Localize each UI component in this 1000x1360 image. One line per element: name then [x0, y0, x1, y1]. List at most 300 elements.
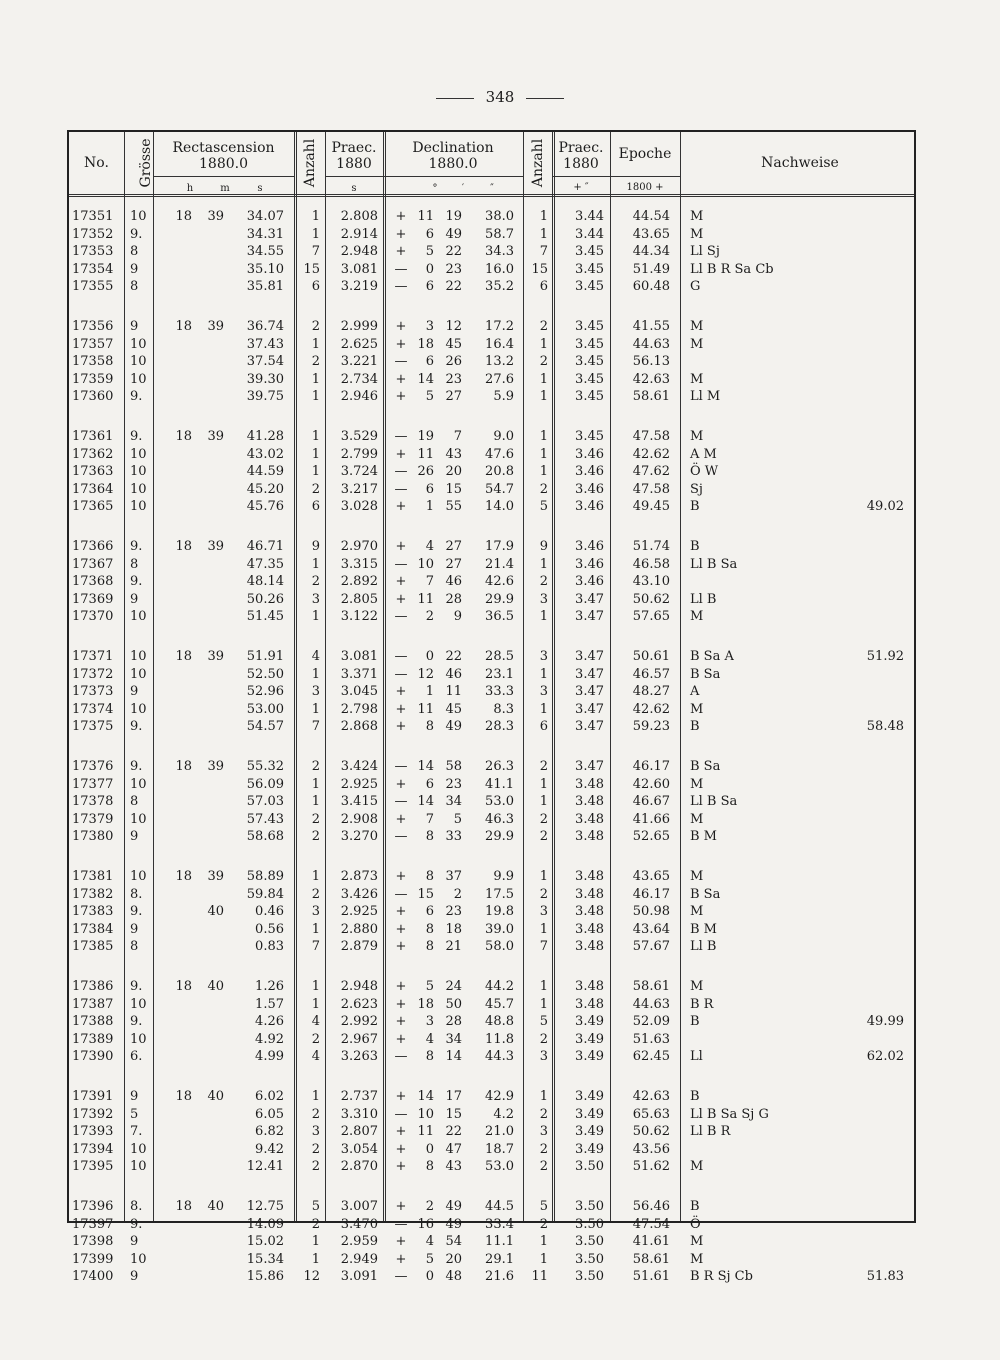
- header-ra-epoch: 1880.0: [199, 156, 248, 172]
- table-row: [0, 1013, 1000, 1031]
- cell-groesse: 8: [130, 279, 139, 295]
- cell-dec-sign: —: [394, 886, 408, 902]
- cell-anzahl1: 4: [311, 1014, 320, 1030]
- cell-praec2: 3.50: [575, 1199, 604, 1214]
- cell-dec-deg: 6: [425, 481, 434, 497]
- cell-dec-sign: +: [395, 1124, 407, 1140]
- cell-dec-sec: 53.0: [485, 794, 514, 810]
- cell-dec-min: 15: [445, 481, 462, 497]
- cell-dec-sign: —: [394, 429, 408, 444]
- table-row: [0, 591, 1000, 609]
- table-row: [0, 758, 1000, 776]
- cell-no: 17374: [72, 701, 114, 717]
- cell-ra-s: 34.31: [246, 226, 284, 242]
- cell-anzahl2: 1: [539, 446, 548, 462]
- header-ra-title: Rectascension: [172, 140, 275, 156]
- praec1-sub-rule: [325, 176, 383, 177]
- cell-anzahl2: 1: [539, 226, 548, 242]
- cell-praec1: 2.908: [340, 811, 378, 827]
- header-dec-deg: °: [432, 183, 438, 194]
- cell-dec-min: 22: [445, 279, 462, 295]
- cell-praec2: 3.49: [575, 1124, 604, 1140]
- cell-dec-sec: 33.4: [485, 1216, 514, 1232]
- cell-dec-min: 24: [445, 979, 462, 994]
- cell-groesse: 10: [130, 649, 147, 664]
- cell-no: 17365: [72, 499, 114, 515]
- cell-dec-sign: +: [395, 319, 407, 334]
- cell-dec-min: 50: [445, 996, 462, 1012]
- cell-ra-h: 18: [175, 1089, 192, 1104]
- table-row: [0, 666, 1000, 684]
- cell-praec2: 3.50: [575, 1159, 604, 1175]
- cell-praec2: 3.49: [575, 1014, 604, 1030]
- cell-anzahl1: 2: [311, 1216, 320, 1232]
- cell-anzahl1: 1: [311, 389, 320, 405]
- cell-anzahl2: 1: [539, 996, 548, 1012]
- cell-dec-deg: 7: [425, 811, 434, 827]
- cell-dec-sign: +: [395, 371, 407, 387]
- cell-no: 17361: [72, 429, 114, 444]
- cell-anzahl1: 1: [311, 209, 320, 224]
- cell-no: 17395: [72, 1159, 114, 1175]
- cell-ra-s: 59.84: [246, 886, 284, 902]
- cell-dec-deg: 18: [417, 336, 434, 352]
- cell-anzahl2: 6: [539, 719, 548, 735]
- cell-praec1: 3.371: [340, 666, 378, 682]
- cell-anzahl1: 2: [311, 319, 320, 334]
- cell-praec1: 2.868: [340, 719, 378, 735]
- cell-anzahl2: 7: [539, 939, 548, 955]
- cell-groesse: 9: [130, 684, 139, 700]
- cell-extra: 58.48: [866, 719, 904, 735]
- cell-dec-deg: 6: [425, 354, 434, 370]
- header-epoche-unit: 1800 +: [626, 182, 664, 193]
- cell-dec-sec: 17.2: [485, 319, 514, 334]
- cell-praec1: 2.946: [340, 389, 378, 405]
- header-praec1-epoch: 1880: [336, 156, 372, 172]
- header-ra-h: h: [186, 183, 194, 194]
- cell-praec1: 3.529: [340, 429, 378, 444]
- table-row: [0, 921, 1000, 939]
- cell-dec-sec: 39.0: [485, 921, 514, 937]
- cell-praec2: 3.47: [575, 701, 604, 717]
- cell-no: 17355: [72, 279, 114, 295]
- cell-groesse: 10: [130, 701, 147, 717]
- cell-dec-min: 27: [445, 556, 462, 572]
- cell-dec-deg: 4: [425, 539, 434, 554]
- cell-praec1: 2.879: [340, 939, 378, 955]
- cell-dec-deg: 26: [417, 464, 434, 480]
- cell-praec2: 3.45: [575, 371, 604, 387]
- cell-epoche: 50.98: [632, 904, 670, 920]
- cell-epoche: 43.65: [632, 226, 670, 242]
- cell-epoche: 43.65: [632, 869, 670, 884]
- cell-groesse: 9.: [130, 979, 143, 994]
- cell-dec-deg: 5: [425, 979, 434, 994]
- cell-dec-deg: 4: [425, 1031, 434, 1047]
- cell-nachweise: B Sa: [690, 759, 721, 774]
- cell-no: 17362: [72, 446, 114, 462]
- cell-groesse: 10: [130, 666, 147, 682]
- cell-epoche: 58.61: [632, 389, 670, 405]
- cell-no: 17392: [72, 1106, 114, 1122]
- table-row: [0, 428, 1000, 446]
- cell-no: 17386: [72, 979, 114, 994]
- cell-anzahl1: 7: [311, 244, 320, 260]
- cell-anzahl1: 7: [311, 719, 320, 735]
- cell-praec1: 3.424: [340, 759, 378, 774]
- cell-dec-deg: 0: [425, 649, 434, 664]
- cell-dec-min: 22: [445, 244, 462, 260]
- cell-dec-sign: —: [394, 794, 408, 810]
- cell-epoche: 50.61: [632, 649, 670, 664]
- cell-praec2: 3.46: [575, 481, 604, 497]
- cell-dec-sign: —: [394, 279, 408, 295]
- cell-praec1: 3.054: [340, 1141, 378, 1157]
- cell-epoche: 50.62: [632, 1124, 670, 1140]
- cell-ra-m: 39: [207, 539, 224, 554]
- cell-nachweise: M: [690, 811, 704, 827]
- cell-dec-min: 28: [445, 1014, 462, 1030]
- table-row: [0, 683, 1000, 701]
- cell-anzahl1: 2: [311, 886, 320, 902]
- cell-anzahl2: 1: [539, 429, 548, 444]
- cell-nachweise: M: [690, 1234, 704, 1250]
- cell-ra-s: 39.30: [246, 371, 284, 387]
- cell-epoche: 42.62: [632, 701, 670, 717]
- cell-no: 17389: [72, 1031, 114, 1047]
- cell-dec-deg: 6: [425, 776, 434, 792]
- cell-groesse: 9: [130, 1234, 139, 1250]
- cell-anzahl1: 2: [311, 1141, 320, 1157]
- cell-dec-sign: —: [394, 609, 408, 625]
- table-row: [0, 336, 1000, 354]
- cell-epoche: 50.62: [632, 591, 670, 607]
- cell-ra-s: 0.56: [255, 921, 284, 937]
- table-row: [0, 811, 1000, 829]
- cell-no: 17397: [72, 1216, 114, 1232]
- cell-groesse: 10: [130, 609, 147, 625]
- cell-ra-h: 18: [175, 1199, 192, 1214]
- cell-praec1: 3.081: [340, 649, 378, 664]
- cell-dec-sec: 28.5: [485, 649, 514, 664]
- header-no: No.: [84, 155, 109, 171]
- cell-nachweise: B: [690, 539, 700, 554]
- table-row: [0, 886, 1000, 904]
- cell-dec-min: 26: [445, 354, 462, 370]
- cell-praec2: 3.45: [575, 354, 604, 370]
- cell-dec-sign: +: [395, 446, 407, 462]
- cell-praec2: 3.45: [575, 389, 604, 405]
- cell-dec-min: 49: [445, 1199, 462, 1214]
- cell-groesse: 10: [130, 354, 147, 370]
- cell-no: 17390: [72, 1049, 114, 1065]
- cell-anzahl2: 1: [539, 464, 548, 480]
- cell-nachweise: M: [690, 336, 704, 352]
- cell-dec-sec: 44.5: [485, 1199, 514, 1214]
- cell-dec-min: 22: [445, 1124, 462, 1140]
- cell-groesse: 8: [130, 244, 139, 260]
- epoche-sub-rule: [610, 176, 680, 177]
- cell-praec1: 2.925: [340, 776, 378, 792]
- cell-ra-s: 4.99: [255, 1049, 284, 1065]
- cell-dec-sec: 42.9: [485, 1089, 514, 1104]
- cell-anzahl1: 2: [311, 1159, 320, 1175]
- cell-praec2: 3.46: [575, 556, 604, 572]
- cell-ra-h: 18: [175, 319, 192, 334]
- cell-dec-sec: 54.7: [485, 481, 514, 497]
- cell-groesse: 6.: [130, 1049, 143, 1065]
- cell-anzahl2: 1: [539, 389, 548, 405]
- cell-no: 17399: [72, 1251, 114, 1267]
- header-dec-title: Declination: [412, 140, 494, 156]
- cell-no: 17366: [72, 539, 114, 554]
- cell-dec-deg: 11: [417, 701, 434, 717]
- cell-praec2: 3.48: [575, 921, 604, 937]
- cell-praec2: 3.45: [575, 336, 604, 352]
- cell-no: 17363: [72, 464, 114, 480]
- cell-ra-h: 18: [175, 539, 192, 554]
- table-row: [0, 573, 1000, 591]
- cell-dec-deg: 0: [425, 261, 434, 277]
- cell-dec-sign: +: [395, 719, 407, 735]
- cell-praec2: 3.46: [575, 464, 604, 480]
- cell-no: 17376: [72, 759, 114, 774]
- cell-anzahl2: 1: [539, 776, 548, 792]
- cell-groesse: 9: [130, 921, 139, 937]
- cell-praec1: 3.426: [340, 886, 378, 902]
- cell-dec-sign: +: [395, 869, 407, 884]
- cell-ra-h: 18: [175, 429, 192, 444]
- cell-dec-sign: —: [394, 1049, 408, 1065]
- cell-dec-deg: 8: [425, 1159, 434, 1175]
- cell-anzahl2: 15: [531, 261, 548, 277]
- cell-anzahl2: 1: [539, 869, 548, 884]
- cell-dec-sign: +: [395, 776, 407, 792]
- header-dec-sec: ″: [490, 183, 494, 194]
- cell-anzahl2: 11: [531, 1269, 548, 1285]
- cell-praec2: 3.49: [575, 1089, 604, 1104]
- cell-epoche: 41.66: [632, 811, 670, 827]
- table-row: [0, 608, 1000, 626]
- cell-praec1: 2.914: [340, 226, 378, 242]
- cell-anzahl1: 2: [311, 354, 320, 370]
- cell-nachweise: B M: [690, 829, 717, 845]
- header-ra-m: m: [220, 183, 230, 194]
- cell-dec-deg: 10: [417, 1106, 434, 1122]
- cell-epoche: 43.56: [632, 1141, 670, 1157]
- cell-dec-deg: 6: [425, 279, 434, 295]
- header-groesse: Grösse: [138, 138, 154, 188]
- cell-praec1: 2.970: [340, 539, 378, 554]
- cell-praec2: 3.48: [575, 869, 604, 884]
- cell-dec-sec: 53.0: [485, 1159, 514, 1175]
- cell-nachweise: M: [690, 226, 704, 242]
- cell-nachweise: Ö: [690, 1216, 701, 1232]
- cell-praec2: 3.48: [575, 776, 604, 792]
- cell-praec1: 3.415: [340, 794, 378, 810]
- cell-ra-s: 6.82: [255, 1124, 284, 1140]
- table-row: [0, 718, 1000, 736]
- cell-praec1: 2.870: [340, 1159, 378, 1175]
- cell-praec1: 3.470: [340, 1216, 378, 1232]
- cell-no: 17378: [72, 794, 114, 810]
- cell-ra-s: 0.83: [255, 939, 284, 955]
- cell-nachweise: Ll B R: [690, 1124, 731, 1140]
- cell-dec-min: 45: [445, 336, 462, 352]
- cell-groesse: 9: [130, 591, 139, 607]
- cell-anzahl2: 3: [539, 591, 548, 607]
- cell-praec2: 3.48: [575, 829, 604, 845]
- table-row: [0, 903, 1000, 921]
- cell-dec-sec: 28.3: [485, 719, 514, 735]
- cell-praec2: 3.50: [575, 1234, 604, 1250]
- cell-anzahl2: 2: [539, 481, 548, 497]
- cell-anzahl2: 2: [539, 319, 548, 334]
- header-praec2-epoch: 1880: [563, 156, 599, 172]
- cell-dec-deg: 4: [425, 1234, 434, 1250]
- table-row: [0, 1158, 1000, 1176]
- cell-dec-sec: 33.3: [485, 684, 514, 700]
- cell-dec-sec: 58.0: [485, 939, 514, 955]
- cell-dec-deg: 5: [425, 1251, 434, 1267]
- cell-dec-sign: +: [395, 244, 407, 260]
- cell-anzahl1: 1: [311, 979, 320, 994]
- cell-dec-sign: —: [394, 464, 408, 480]
- table-row: [0, 1216, 1000, 1234]
- cell-ra-h: 18: [175, 759, 192, 774]
- cell-epoche: 42.62: [632, 446, 670, 462]
- cell-ra-s: 46.71: [246, 539, 284, 554]
- cell-praec2: 3.47: [575, 759, 604, 774]
- table-row: [0, 1233, 1000, 1251]
- cell-dec-min: 17: [445, 1089, 462, 1104]
- cell-dec-min: 46: [445, 666, 462, 682]
- cell-praec1: 2.873: [340, 869, 378, 884]
- cell-praec2: 3.47: [575, 666, 604, 682]
- header-praec2-unit: + ″: [573, 182, 589, 193]
- table-row: [0, 701, 1000, 719]
- cell-ra-s: 6.05: [255, 1106, 284, 1122]
- cell-groesse: 10: [130, 996, 147, 1012]
- cell-dec-sec: 19.8: [485, 904, 514, 920]
- cell-praec2: 3.49: [575, 1141, 604, 1157]
- cell-ra-m: 40: [207, 1089, 224, 1104]
- cell-ra-s: 41.28: [246, 429, 284, 444]
- cell-praec2: 3.50: [575, 1216, 604, 1232]
- cell-dec-min: 9: [453, 609, 462, 625]
- cell-groesse: 9.: [130, 904, 143, 920]
- cell-praec2: 3.48: [575, 811, 604, 827]
- cell-ra-s: 45.76: [246, 499, 284, 515]
- cell-praec1: 2.807: [340, 1124, 378, 1140]
- cell-groesse: 10: [130, 464, 147, 480]
- cell-dec-min: 43: [445, 1159, 462, 1175]
- cell-dec-sec: 42.6: [485, 574, 514, 590]
- cell-praec1: 3.217: [340, 481, 378, 497]
- cell-ra-m: 39: [207, 649, 224, 664]
- cell-anzahl1: 1: [311, 701, 320, 717]
- table-row: [0, 1031, 1000, 1049]
- table-row: [0, 353, 1000, 371]
- cell-epoche: 46.57: [632, 666, 670, 682]
- cell-groesse: 10: [130, 1031, 147, 1047]
- cell-epoche: 42.60: [632, 776, 670, 792]
- cell-ra-s: 57.43: [246, 811, 284, 827]
- cell-nachweise: B R Sj Cb: [690, 1269, 753, 1285]
- cell-dec-min: 48: [445, 1269, 462, 1285]
- cell-dec-min: 23: [445, 776, 462, 792]
- cell-dec-min: 2: [453, 886, 462, 902]
- cell-praec2: 3.48: [575, 996, 604, 1012]
- cell-dec-deg: 8: [425, 829, 434, 845]
- cell-dec-sign: +: [395, 811, 407, 827]
- cell-no: 17384: [72, 921, 114, 937]
- cell-dec-sec: 8.3: [493, 701, 514, 717]
- cell-dec-min: 5: [453, 811, 462, 827]
- cell-praec2: 3.47: [575, 684, 604, 700]
- cell-groesse: 9: [130, 319, 139, 334]
- cell-ra-m: 39: [207, 869, 224, 884]
- cell-dec-min: 23: [445, 261, 462, 277]
- cell-dec-sec: 11.8: [485, 1031, 514, 1047]
- cell-praec1: 3.724: [340, 464, 378, 480]
- cell-anzahl2: 7: [539, 244, 548, 260]
- cell-anzahl1: 6: [311, 499, 320, 515]
- cell-praec1: 2.949: [340, 1251, 378, 1267]
- cell-groesse: 9.: [130, 1216, 143, 1232]
- cell-no: 17357: [72, 336, 114, 352]
- cell-anzahl1: 1: [311, 666, 320, 682]
- cell-anzahl2: 3: [539, 1124, 548, 1140]
- table-row: [0, 388, 1000, 406]
- cell-dec-min: 14: [445, 1049, 462, 1065]
- cell-no: 17367: [72, 556, 114, 572]
- cell-no: 17351: [72, 209, 114, 224]
- cell-praec2: 3.47: [575, 649, 604, 664]
- cell-dec-sec: 5.9: [493, 389, 514, 405]
- cell-anzahl2: 2: [539, 759, 548, 774]
- cell-epoche: 57.65: [632, 609, 670, 625]
- cell-ra-s: 58.89: [246, 869, 284, 884]
- cell-anzahl2: 1: [539, 209, 548, 224]
- cell-ra-m: 39: [207, 319, 224, 334]
- table-row: [0, 556, 1000, 574]
- cell-praec2: 3.45: [575, 319, 604, 334]
- cell-dec-sec: 44.2: [485, 979, 514, 994]
- cell-praec2: 3.44: [575, 226, 604, 242]
- cell-nachweise: M: [690, 869, 704, 884]
- cell-dec-deg: 18: [417, 996, 434, 1012]
- table-row: [0, 1106, 1000, 1124]
- header-nachweise: Nachweise: [761, 155, 839, 171]
- header-anzahl2: Anzahl: [530, 138, 546, 188]
- cell-ra-s: 6.02: [255, 1089, 284, 1104]
- cell-dec-deg: 2: [425, 1199, 434, 1214]
- cell-dec-deg: 8: [425, 939, 434, 955]
- cell-dec-sign: +: [395, 209, 407, 224]
- cell-anzahl2: 1: [539, 921, 548, 937]
- cell-dec-min: 19: [445, 209, 462, 224]
- cell-dec-min: 55: [445, 499, 462, 515]
- cell-no: 17381: [72, 869, 114, 884]
- cell-dec-sec: 29.9: [485, 591, 514, 607]
- cell-dec-sign: —: [394, 829, 408, 845]
- cell-epoche: 46.67: [632, 794, 670, 810]
- page-number: 348: [485, 88, 515, 106]
- cell-praec1: 2.808: [340, 209, 378, 224]
- cell-groesse: 10: [130, 209, 147, 224]
